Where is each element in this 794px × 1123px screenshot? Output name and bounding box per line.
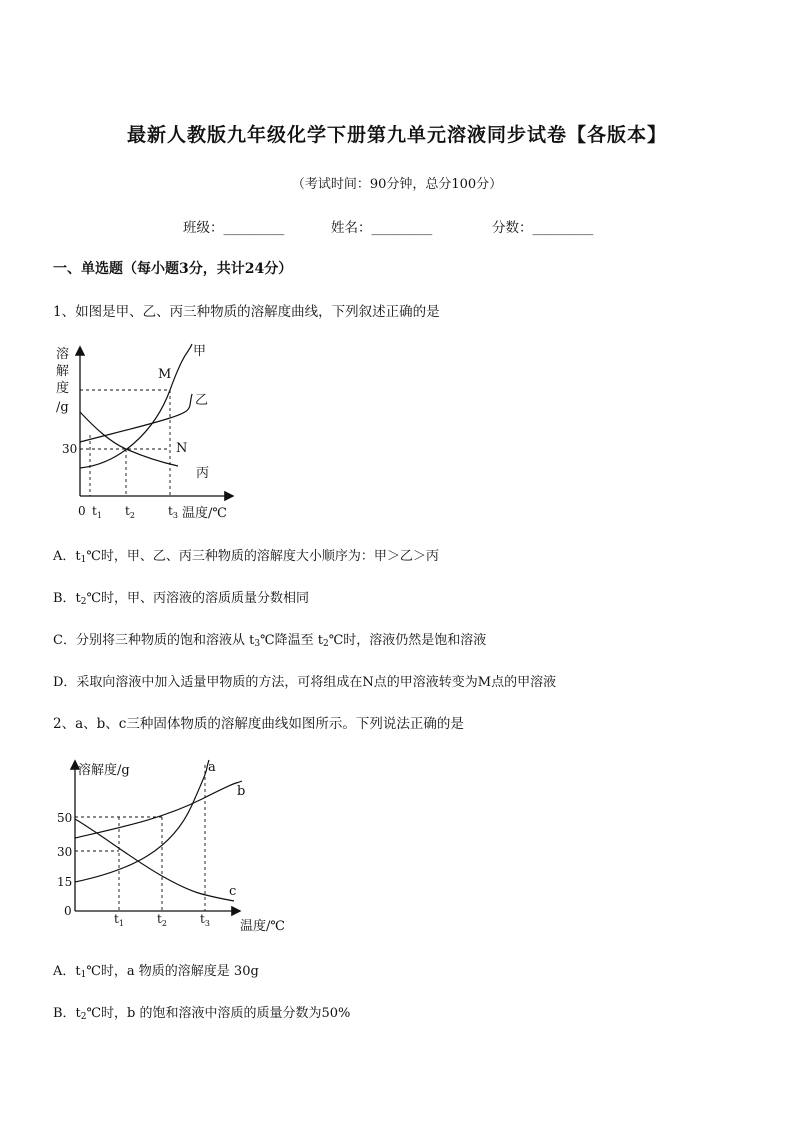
- q1-xtick-t3: $t_3$: [168, 504, 178, 520]
- q1-option-b[interactable]: B．$t_2℃$时，甲、丙溶液的溶质质量分数相同: [53, 591, 310, 607]
- q1-label-jia: 甲: [193, 344, 207, 359]
- q1-point-n: N: [176, 441, 188, 456]
- q2-curve-c: [75, 819, 237, 901]
- q1-ylabel-2: 解: [56, 364, 70, 379]
- q1-label-bing: 丙: [196, 466, 210, 481]
- q2-label-c: c: [229, 884, 237, 899]
- q2-xtick-t2: $t_2$: [157, 912, 167, 928]
- q1-option-c[interactable]: C．分别将三种物质的饱和溶液从 $t_3℃$降温至 $t_2℃$时，溶液仍然是饱和溶液: [53, 633, 487, 649]
- q2-ytick-50: 50: [57, 811, 73, 825]
- page-title: 最新人教版九年级化学下册第九单元溶液同步试卷【各版本】: [126, 124, 667, 146]
- q1-option-d[interactable]: D．采取向溶液中加入适量甲物质的方法，可将组成在N点的甲溶液转变为M点的甲溶液: [53, 675, 557, 690]
- q1-point-m: M: [158, 367, 172, 382]
- q2-option-b[interactable]: B．$t_2℃$时，b 的饱和溶液中溶质的质量分数为50%: [53, 1006, 351, 1022]
- q2-ytick-30: 30: [57, 845, 73, 859]
- score-field: 分数：_________: [492, 220, 594, 236]
- question-1-stem: 1、如图是甲、乙、丙三种物质的溶解度曲线，下列叙述正确的是: [53, 304, 440, 320]
- q2-label-b: b: [237, 784, 246, 799]
- q1-ylabel-3: 度: [56, 381, 70, 396]
- q1-ytick-30: 30: [62, 442, 78, 456]
- q2-ytick-0: 0: [64, 904, 72, 918]
- q2-curve-b: [75, 781, 242, 838]
- q1-xtick-t2: $t_2$: [125, 504, 135, 520]
- q1-curve-yi: [80, 394, 192, 442]
- class-field: 班级：_________: [183, 220, 285, 236]
- q2-xtick-t3: $t_3$: [200, 912, 210, 928]
- q1-option-a[interactable]: A．$t_1℃$时，甲、乙、丙三种物质的溶解度大小顺序为：甲＞乙＞丙: [53, 549, 439, 565]
- q1-solubility-chart: [50, 336, 250, 526]
- name-field: 姓名：_________: [331, 220, 433, 236]
- q2-option-a[interactable]: A．$t_1℃$时，a 物质的溶解度是 30g: [53, 964, 259, 980]
- question-2-stem: 2、a、b、c三种固体物质的溶解度曲线如图所示。下列说法正确的是: [53, 716, 464, 732]
- q1-ylabel-4: /g: [56, 400, 69, 415]
- section-heading: 一、单选题（每小题3分，共计24分）: [53, 261, 293, 277]
- q2-ytick-15: 15: [57, 875, 73, 889]
- q2-solubility-chart: [52, 755, 302, 940]
- q2-label-a: a: [208, 760, 216, 775]
- q1-ylabel-1: 溶: [56, 347, 70, 362]
- exam-info: （考试时间：90分钟，总分100分）: [291, 177, 503, 192]
- q1-origin-label: 0: [78, 504, 86, 518]
- q2-xlabel: 温度/℃: [240, 919, 285, 934]
- q1-xlabel: 温度/℃: [182, 506, 227, 521]
- q2-xtick-t1: $t_1$: [114, 912, 124, 928]
- q2-ylabel: 溶解度/g: [78, 763, 130, 778]
- q1-xtick-t1: $t_1$: [92, 504, 102, 520]
- q1-label-yi: 乙: [195, 393, 209, 408]
